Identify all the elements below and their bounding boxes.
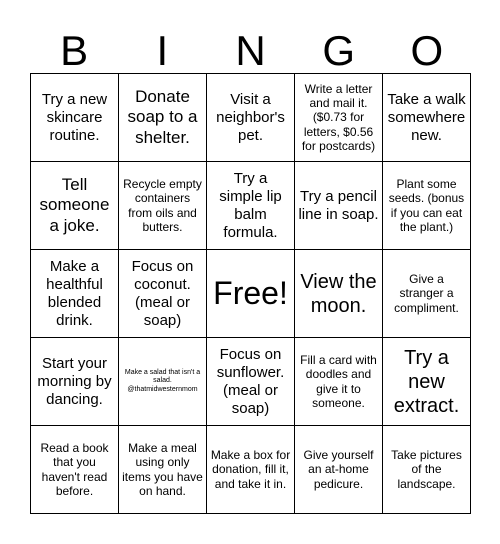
bingo-cell: Start your morning by dancing. [31, 338, 119, 426]
bingo-cell: Give a stranger a compliment. [383, 250, 471, 338]
bingo-cell: Plant some seeds. (bonus if you can eat the plant.) [383, 162, 471, 250]
bingo-cell: Make a salad that isn't a salad. @thatmidwesternmom [119, 338, 207, 426]
bingo-cell: View the moon. [295, 250, 383, 338]
bingo-cell: Try a new skincare routine. [31, 74, 119, 162]
bingo-cell: Make a healthful blended drink. [31, 250, 119, 338]
bingo-cell: Give yourself an at-home pedicure. [295, 426, 383, 514]
bingo-cell: Take pictures of the landscape. [383, 426, 471, 514]
bingo-cell: Focus on sunflower. (meal or soap) [207, 338, 295, 426]
header-letter-n: N [235, 27, 266, 74]
free-space: Free! [207, 250, 295, 338]
bingo-board [30, 73, 471, 514]
bingo-cell: Tell someone a joke. [31, 162, 119, 250]
bingo-cell: Fill a card with doodles and give it to someone. [295, 338, 383, 426]
bingo-cell: Try a simple lip balm formula. [207, 162, 295, 250]
bingo-cell: Focus on coconut. (meal or soap) [119, 250, 207, 338]
bingo-cell: Write a letter and mail it. ($0.73 for letters, $0.56 for postcards) [295, 74, 383, 162]
bingo-cell: Donate soap to a shelter. [119, 74, 207, 162]
bingo-cell: Make a box for donation, fill it, and take it in. [207, 426, 295, 514]
bingo-cell: Make a meal using only items you have on hand. [119, 426, 207, 514]
header-letter-i: I [156, 27, 169, 74]
bingo-cell: Take a walk somewhere new. [383, 74, 471, 162]
bingo-cell: Visit a neighbor's pet. [207, 74, 295, 162]
header-letter-b: B [60, 27, 89, 74]
bingo-cell: Read a book that you haven't read before. [31, 426, 119, 514]
header-letter-g: G [322, 27, 356, 74]
header-letter-o: O [410, 27, 444, 74]
bingo-cell: Try a pencil line in soap. [295, 162, 383, 250]
bingo-cell: Try a new extract. [383, 338, 471, 426]
bingo-header [30, 26, 471, 76]
bingo-cell: Recycle empty containers from oils and butters. [119, 162, 207, 250]
